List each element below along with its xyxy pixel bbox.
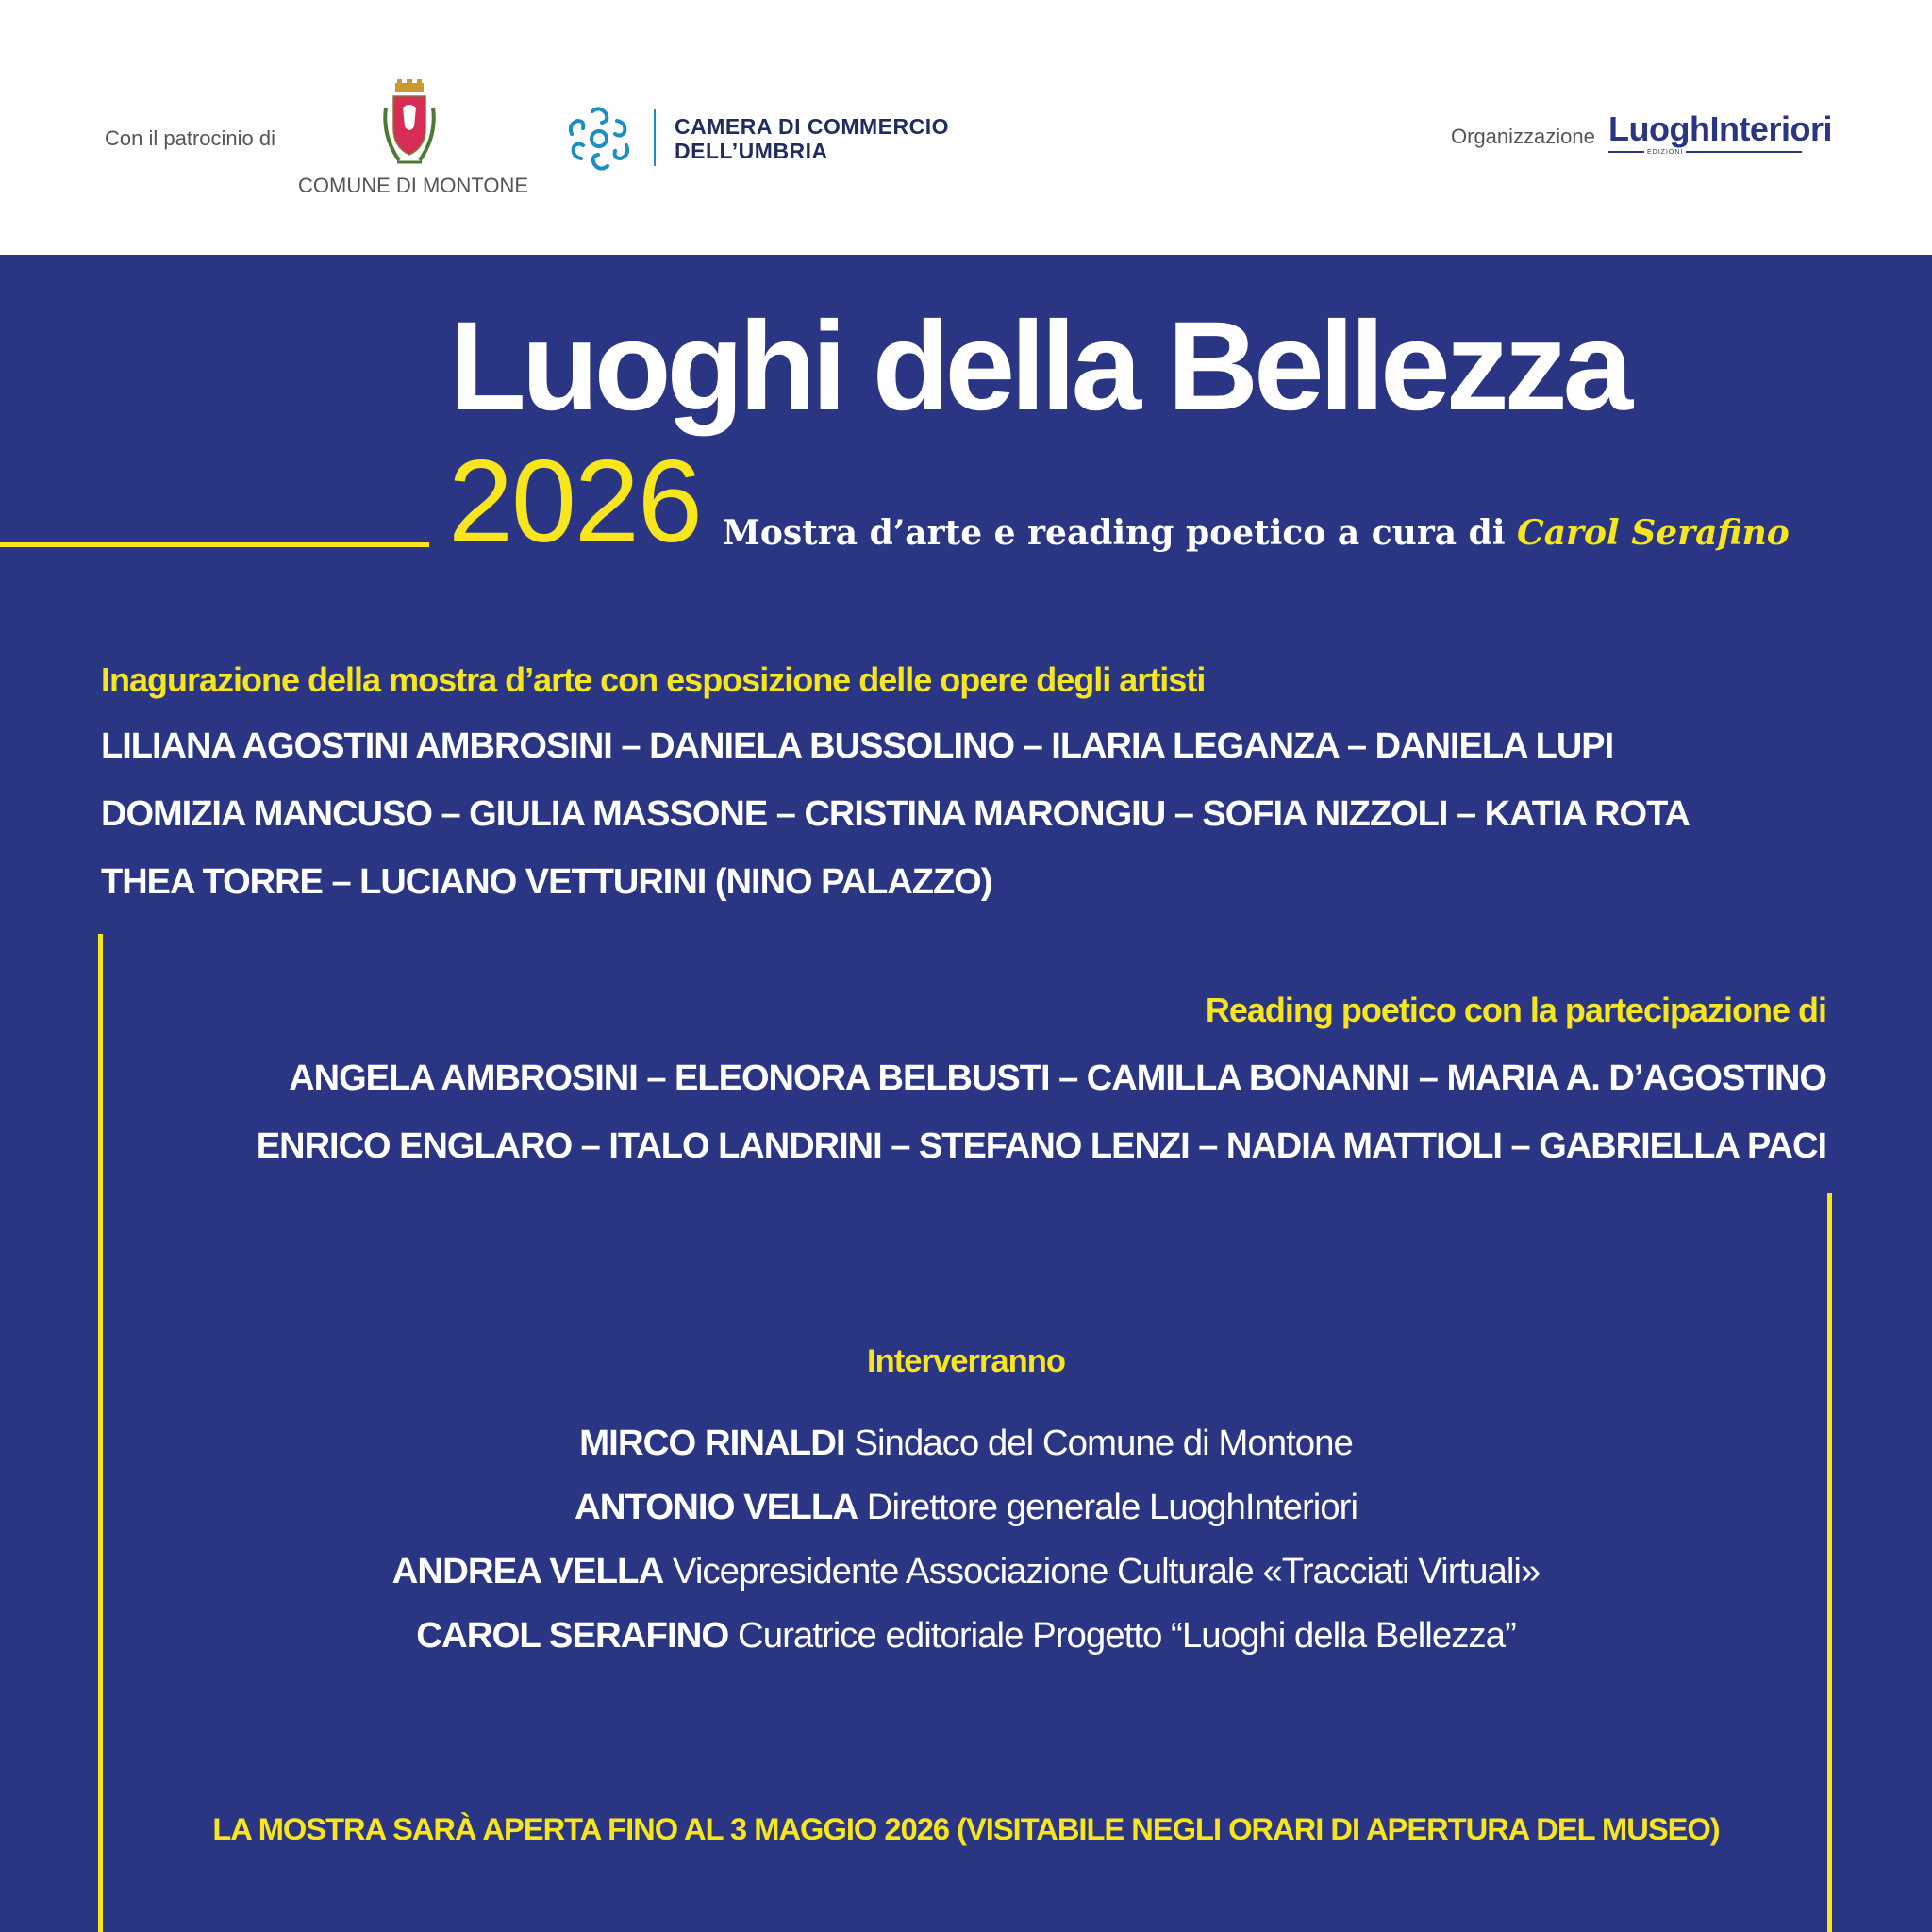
exhibition-heading: Inagurazione della mostra d’arte con esposizione delle opere degli artisti <box>101 660 1206 699</box>
poets-line: ANGELA AMBROSINI – ELEONORA BELBUSTI – CAMILLA BONANNI – MARIA A. D’AGOSTINO <box>289 1058 1826 1098</box>
sponsor-header <box>0 0 1932 255</box>
event-year: 2026 <box>448 437 701 567</box>
luoghinteriori-logo <box>1608 109 1832 156</box>
organizer-logo-text: LuoghInteriori <box>1608 109 1832 148</box>
organizer-logo-underline <box>1608 151 1802 153</box>
subtitle-text: Mostra d’arte e reading poetico a cura di <box>723 513 1506 553</box>
speaker-name: ANTONIO VELLA <box>575 1487 858 1527</box>
curator-name: Carol Serafino <box>1517 513 1790 553</box>
speaker-row <box>0 1615 1932 1657</box>
speaker-role: Sindaco del Comune di Montone <box>854 1423 1353 1463</box>
speaker-role: Vicepresidente Associazione Culturale «Tracciati Virtuali» <box>672 1551 1541 1591</box>
event-title: Luoghi della Bellezza <box>449 296 1629 437</box>
speaker-role: Curatrice editoriale Progetto “Luoghi della Bellezza” <box>738 1615 1516 1656</box>
camera-commercio-logo-icon <box>564 104 635 175</box>
chamber-divider <box>654 109 656 166</box>
artists-line: THEA TORRE – LUCIANO VETTURINI (NINO PALAZZO) <box>101 862 992 902</box>
poets-line: ENRICO ENGLARO – ITALO LANDRINI – STEFANO LENZI – NADIA MATTIOLI – GABRIELLA PACI <box>256 1126 1826 1166</box>
speaker-row <box>0 1487 1932 1528</box>
speaker-row <box>0 1551 1932 1592</box>
patronage-label: Con il patrocinio di <box>105 126 275 150</box>
artists-line: DOMIZIA MANCUSO – GIULIA MASSONE – CRISTINA MARONGIU – SOFIA NIZZOLI – KATIA ROTA <box>101 794 1690 834</box>
chamber-name-line2: DELL’UMBRIA <box>675 139 828 163</box>
comune-name: COMUNE DI MONTONE <box>298 174 529 197</box>
reading-heading: Reading poetico con la partecipazione di <box>1205 991 1826 1029</box>
speaker-role: Direttore generale LuoghInteriori <box>866 1487 1357 1527</box>
chamber-name-line1: CAMERA DI COMMERCIO <box>675 114 950 139</box>
speaker-row <box>0 1423 1932 1464</box>
title-rule <box>0 542 429 547</box>
montone-crest-icon <box>380 79 439 170</box>
opening-hours-note: LA MOSTRA SARÀ APERTA FINO AL 3 MAGGIO 2026 (VISITABILE NEGLI ORARI DI APERTURA DEL MUSEO) <box>212 1811 1720 1846</box>
organization-label: Organizzazione <box>1451 125 1595 148</box>
event-subtitle <box>723 513 1790 553</box>
speakers-heading: Interverranno <box>867 1343 1065 1379</box>
speaker-name: ANDREA VELLA <box>391 1551 664 1591</box>
artists-line: LILIANA AGOSTINI AMBROSINI – DANIELA BUSSOLINO – ILARIA LEGANZA – DANIELA LUPI <box>101 726 1614 766</box>
speaker-name: CAROL SERAFINO <box>416 1615 729 1656</box>
speaker-name: MIRCO RINALDI <box>579 1423 845 1463</box>
organizer-logo-subtext: EDIZIONI <box>1644 149 1686 156</box>
